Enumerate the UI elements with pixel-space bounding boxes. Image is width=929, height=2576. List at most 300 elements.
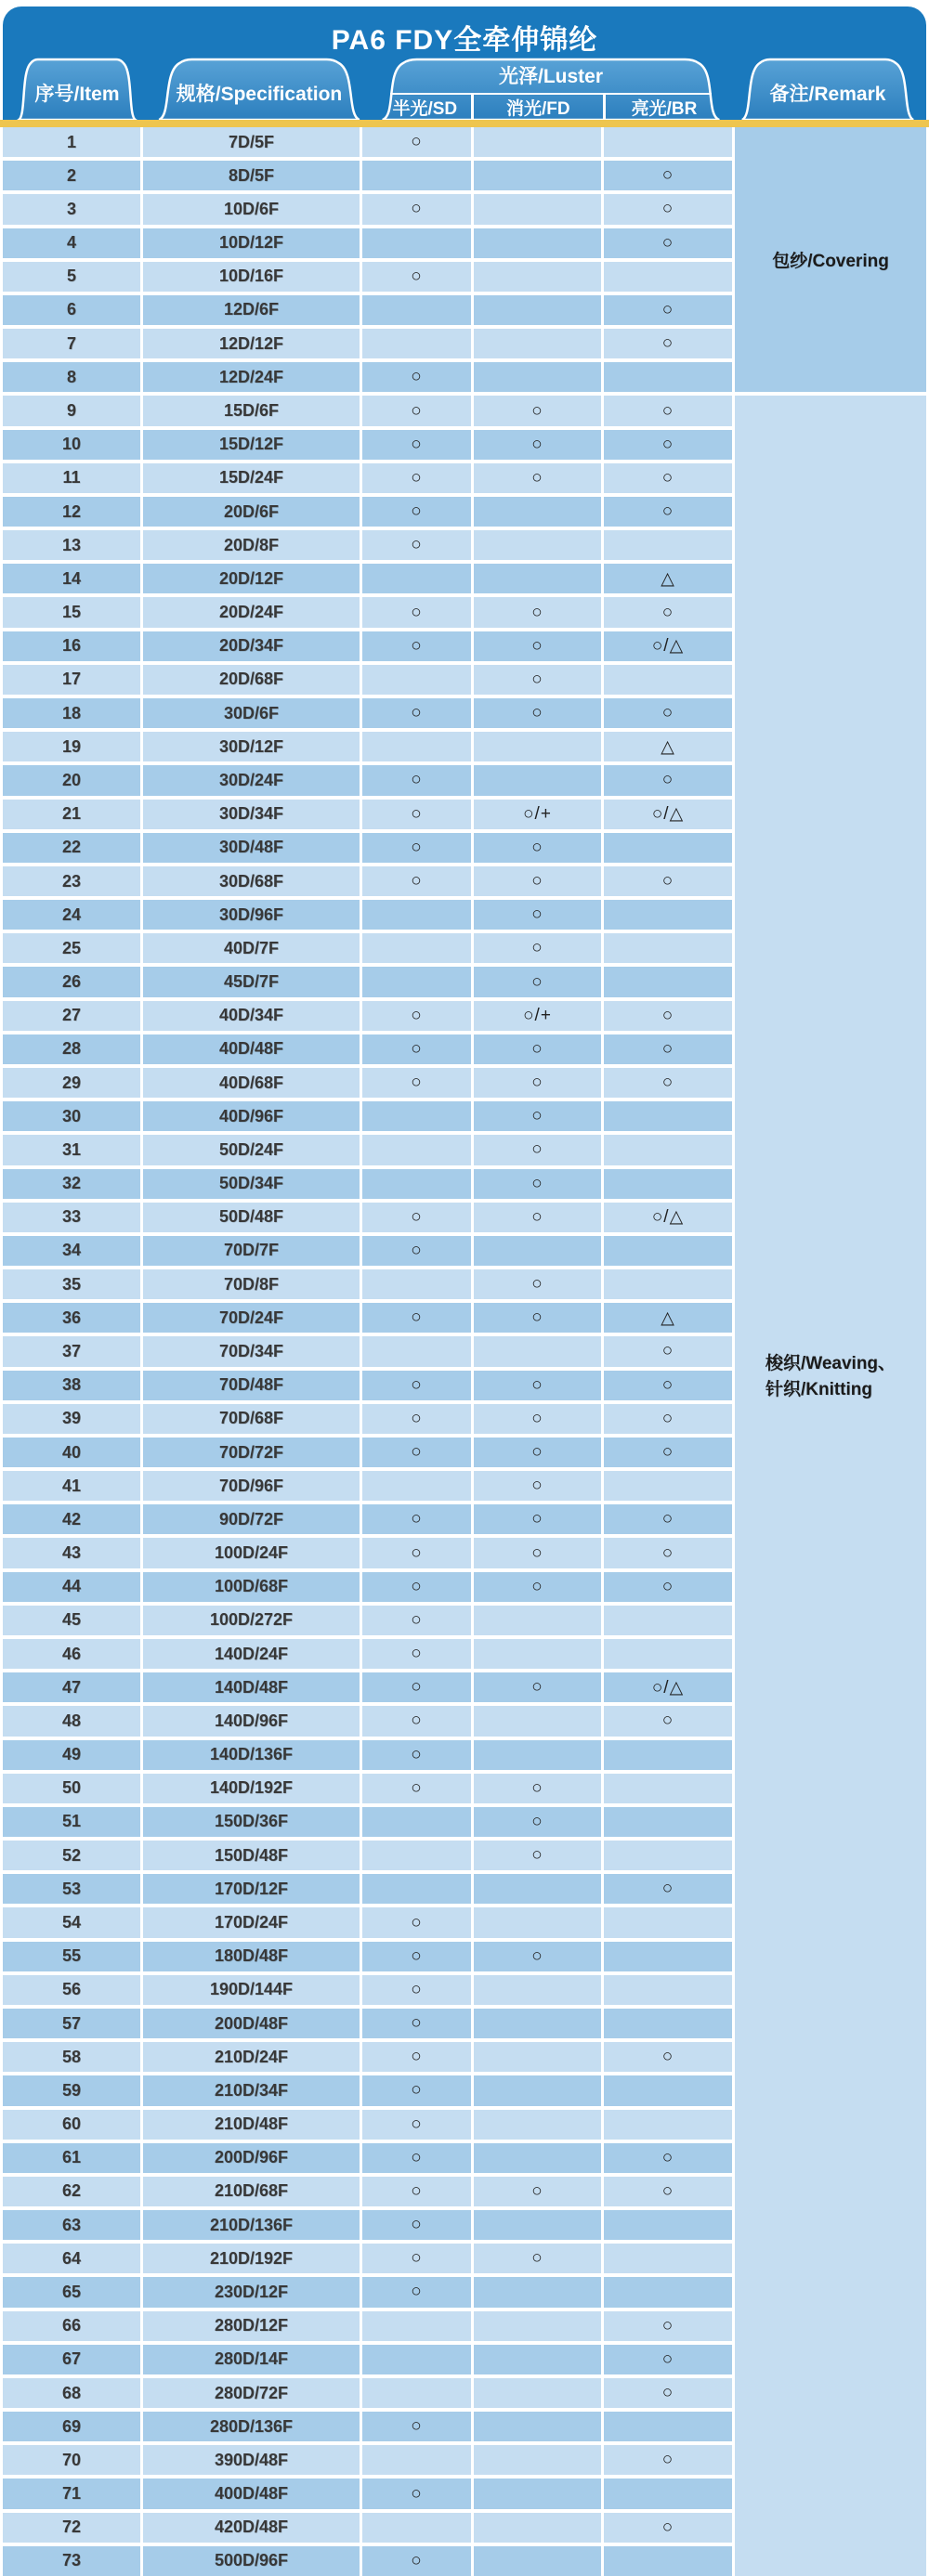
luster-fd-cell <box>474 2412 601 2441</box>
luster-sd-cell: ○ <box>362 2042 471 2072</box>
luster-br-cell: ○ <box>604 463 732 493</box>
item-cell: 20 <box>3 765 140 795</box>
luster-sd-cell: ○ <box>362 194 471 224</box>
luster-br-cell: ○ <box>604 396 732 425</box>
luster-fd-cell: ○ <box>474 833 601 863</box>
spec-cell: 140D/136F <box>143 1740 360 1770</box>
spec-cell: 30D/12F <box>143 732 360 761</box>
luster-sd-cell: ○ <box>362 1034 471 1064</box>
item-cell: 27 <box>3 1001 140 1031</box>
luster-sd-cell <box>362 1135 471 1164</box>
item-cell: 70 <box>3 2445 140 2475</box>
luster-sd-cell: ○ <box>362 2277 471 2307</box>
item-cell: 59 <box>3 2075 140 2105</box>
luster-fd-cell: ○ <box>474 1672 601 1702</box>
luster-br-cell <box>604 2546 732 2576</box>
luster-br-cell: ○ <box>604 866 732 896</box>
spec-cell: 30D/24F <box>143 765 360 795</box>
spec-cell: 400D/48F <box>143 2478 360 2508</box>
spec-cell: 12D/24F <box>143 362 360 392</box>
luster-br-cell: ○ <box>604 2143 732 2173</box>
luster-sd-cell <box>362 161 471 190</box>
item-cell: 72 <box>3 2513 140 2543</box>
column-header-sd: 半光/SD <box>392 99 458 119</box>
item-cell: 28 <box>3 1034 140 1064</box>
luster-sd-cell <box>362 228 471 258</box>
luster-sd-cell: ○ <box>362 396 471 425</box>
luster-br-cell <box>604 1471 732 1501</box>
spec-cell: 390D/48F <box>143 2445 360 2475</box>
luster-fd-cell <box>474 161 601 190</box>
item-cell: 48 <box>3 1706 140 1736</box>
luster-sd-cell <box>362 933 471 963</box>
luster-fd-cell: ○ <box>474 1404 601 1434</box>
luster-br-cell: △ <box>604 732 732 761</box>
item-cell: 2 <box>3 161 140 190</box>
spec-cell: 420D/48F <box>143 2513 360 2543</box>
item-cell: 56 <box>3 1975 140 2005</box>
luster-br-cell: △ <box>604 564 732 593</box>
luster-fd-cell: ○/+ <box>474 800 601 829</box>
luster-fd-cell <box>474 1336 601 1366</box>
item-cell: 3 <box>3 194 140 224</box>
luster-fd-cell: ○ <box>474 1135 601 1164</box>
luster-fd-cell <box>474 497 601 527</box>
spec-cell: 10D/16F <box>143 262 360 292</box>
luster-fd-cell: ○ <box>474 631 601 661</box>
spec-cell: 70D/68F <box>143 1404 360 1434</box>
luster-br-cell: ○ <box>604 2177 732 2206</box>
luster-sd-cell: ○ <box>362 1907 471 1937</box>
spec-cell: 70D/8F <box>143 1269 360 1299</box>
luster-fd-cell <box>474 2513 601 2543</box>
luster-fd-cell <box>474 530 601 560</box>
luster-sd-cell <box>362 900 471 930</box>
spec-cell: 30D/68F <box>143 866 360 896</box>
item-cell: 7 <box>3 329 140 358</box>
luster-sd-cell: ○ <box>362 2244 471 2273</box>
luster-br-cell: ○/△ <box>604 1672 732 1702</box>
item-cell: 69 <box>3 2412 140 2441</box>
item-cell: 51 <box>3 1807 140 1837</box>
luster-br-cell: ○ <box>604 2445 732 2475</box>
item-cell: 9 <box>3 396 140 425</box>
spec-cell: 7D/5F <box>143 127 360 157</box>
luster-sd-cell: ○ <box>362 631 471 661</box>
luster-sd-cell: ○ <box>362 430 471 460</box>
luster-sd-cell: ○ <box>362 1606 471 1635</box>
spec-cell: 20D/24F <box>143 597 360 627</box>
luster-br-cell: ○ <box>604 430 732 460</box>
spec-cell: 70D/34F <box>143 1336 360 1366</box>
luster-sd-cell: ○ <box>362 2478 471 2508</box>
luster-sd-cell: ○ <box>362 1975 471 2005</box>
remark-weaving-cell <box>735 396 926 2576</box>
item-cell: 24 <box>3 900 140 930</box>
luster-fd-cell: ○ <box>474 1303 601 1333</box>
luster-fd-cell <box>474 2478 601 2508</box>
luster-sd-cell <box>362 2311 471 2341</box>
remark-covering-label: 包纱/Covering <box>772 252 889 272</box>
luster-fd-cell: ○ <box>474 967 601 996</box>
luster-fd-cell: ○ <box>474 1774 601 1803</box>
luster-sd-cell: ○ <box>362 1538 471 1568</box>
luster-sd-cell: ○ <box>362 1001 471 1031</box>
spec-cell: 210D/24F <box>143 2042 360 2072</box>
luster-fd-cell <box>474 2378 601 2408</box>
spec-cell: 200D/96F <box>143 2143 360 2173</box>
luster-br-cell: ○ <box>604 329 732 358</box>
item-cell: 11 <box>3 463 140 493</box>
luster-br-cell: ○ <box>604 194 732 224</box>
luster-fd-cell <box>474 2445 601 2475</box>
luster-sd-cell <box>362 2513 471 2543</box>
spec-cell: 40D/68F <box>143 1068 360 1098</box>
luster-sd-cell <box>362 1807 471 1837</box>
spec-cell: 45D/7F <box>143 967 360 996</box>
luster-br-cell <box>604 1101 732 1131</box>
luster-sd-cell <box>362 1101 471 1131</box>
luster-br-cell <box>604 967 732 996</box>
item-cell: 68 <box>3 2378 140 2408</box>
luster-br-cell <box>604 1841 732 1870</box>
luster-br-cell <box>604 1269 732 1299</box>
luster-sd-cell <box>362 1841 471 1870</box>
column-header-item-label: 序号/Item <box>34 83 120 105</box>
spec-cell: 15D/6F <box>143 396 360 425</box>
luster-sd-cell <box>362 665 471 695</box>
luster-fd-cell: ○ <box>474 665 601 695</box>
luster-br-cell <box>604 127 732 157</box>
luster-fd-cell: ○ <box>474 1538 601 1568</box>
luster-fd-cell <box>474 1236 601 1266</box>
spec-cell: 10D/6F <box>143 194 360 224</box>
spec-cell: 20D/12F <box>143 564 360 593</box>
luster-fd-cell: ○ <box>474 396 601 425</box>
luster-br-cell: ○ <box>604 2311 732 2341</box>
spec-cell: 40D/34F <box>143 1001 360 1031</box>
item-cell: 14 <box>3 564 140 593</box>
luster-fd-cell: ○ <box>474 1371 601 1400</box>
luster-br-cell: ○ <box>604 698 732 728</box>
spec-cell: 140D/96F <box>143 1706 360 1736</box>
item-cell: 62 <box>3 2177 140 2206</box>
item-cell: 64 <box>3 2244 140 2273</box>
luster-br-cell: ○ <box>604 228 732 258</box>
item-cell: 1 <box>3 127 140 157</box>
luster-fd-cell <box>474 1874 601 1904</box>
spec-cell: 10D/12F <box>143 228 360 258</box>
luster-sd-cell: ○ <box>362 362 471 392</box>
luster-sd-cell <box>362 2445 471 2475</box>
luster-br-cell <box>604 362 732 392</box>
luster-fd-cell: ○ <box>474 1572 601 1602</box>
spec-cell: 280D/136F <box>143 2412 360 2441</box>
spec-cell: 30D/96F <box>143 900 360 930</box>
spec-cell: 15D/12F <box>143 430 360 460</box>
item-cell: 65 <box>3 2277 140 2307</box>
item-cell: 54 <box>3 1907 140 1937</box>
item-cell: 44 <box>3 1572 140 1602</box>
luster-fd-cell: ○ <box>474 2244 601 2273</box>
luster-br-cell <box>604 2277 732 2307</box>
luster-fd-cell: ○ <box>474 1169 601 1199</box>
luster-sd-cell <box>362 329 471 358</box>
luster-subheaders <box>379 95 723 120</box>
luster-br-cell <box>604 1639 732 1669</box>
luster-br-cell: ○/△ <box>604 631 732 661</box>
spec-cell: 40D/48F <box>143 1034 360 1064</box>
spec-cell: 150D/36F <box>143 1807 360 1837</box>
luster-sd-cell: ○ <box>362 2075 471 2105</box>
spec-cell: 200D/48F <box>143 2009 360 2038</box>
luster-br-cell: ○ <box>604 2378 732 2408</box>
luster-fd-cell: ○ <box>474 1504 601 1534</box>
spec-cell: 70D/96F <box>143 1471 360 1501</box>
item-cell: 49 <box>3 1740 140 1770</box>
spec-cell: 280D/14F <box>143 2345 360 2374</box>
luster-fd-cell: ○ <box>474 1068 601 1098</box>
luster-sd-cell: ○ <box>362 1504 471 1534</box>
luster-br-cell <box>604 1606 732 1635</box>
luster-fd-cell <box>474 362 601 392</box>
item-cell: 38 <box>3 1371 140 1400</box>
luster-sd-cell: ○ <box>362 1572 471 1602</box>
spec-cell: 90D/72F <box>143 1504 360 1534</box>
luster-sd-cell <box>362 2345 471 2374</box>
spec-cell: 150D/48F <box>143 1841 360 1870</box>
header-band <box>3 7 926 120</box>
spec-cell: 40D/7F <box>143 933 360 963</box>
spec-cell: 20D/68F <box>143 665 360 695</box>
luster-fd-cell: ○ <box>474 1269 601 1299</box>
spec-cell: 15D/24F <box>143 463 360 493</box>
luster-sd-cell: ○ <box>362 1672 471 1702</box>
luster-sd-cell: ○ <box>362 765 471 795</box>
luster-fd-cell <box>474 2311 601 2341</box>
luster-br-cell <box>604 2244 732 2273</box>
item-cell: 36 <box>3 1303 140 1333</box>
luster-fd-cell: ○ <box>474 900 601 930</box>
luster-br-cell: ○ <box>604 1572 732 1602</box>
column-header-remark <box>740 58 915 120</box>
luster-br-cell <box>604 933 732 963</box>
spec-cell: 50D/24F <box>143 1135 360 1164</box>
luster-group-label: 光泽/Luster <box>498 66 603 87</box>
luster-sd-cell: ○ <box>362 463 471 493</box>
item-cell: 13 <box>3 530 140 560</box>
spec-cell: 12D/12F <box>143 329 360 358</box>
luster-br-cell: ○ <box>604 1538 732 1568</box>
luster-sd-cell: ○ <box>362 2177 471 2206</box>
luster-sd-cell: ○ <box>362 597 471 627</box>
luster-fd-cell: ○ <box>474 698 601 728</box>
luster-fd-cell <box>474 1706 601 1736</box>
luster-group-inner <box>379 58 723 120</box>
column-header-remark-label: 备注/Remark <box>769 83 886 105</box>
luster-br-cell: ○ <box>604 1874 732 1904</box>
item-cell: 67 <box>3 2345 140 2374</box>
luster-sd-cell: ○ <box>362 1371 471 1400</box>
luster-fd-cell: ○ <box>474 933 601 963</box>
spec-cell: 20D/34F <box>143 631 360 661</box>
item-cell: 17 <box>3 665 140 695</box>
spec-cell: 190D/144F <box>143 1975 360 2005</box>
remark-covering-cell <box>735 127 926 392</box>
luster-fd-cell <box>474 295 601 325</box>
luster-sd-cell: ○ <box>362 2546 471 2576</box>
item-cell: 47 <box>3 1672 140 1702</box>
item-cell: 18 <box>3 698 140 728</box>
spec-cell: 100D/272F <box>143 1606 360 1635</box>
spec-cell: 280D/12F <box>143 2311 360 2341</box>
luster-br-cell: ○ <box>604 1068 732 1098</box>
item-cell: 21 <box>3 800 140 829</box>
luster-br-cell: ○ <box>604 1404 732 1434</box>
item-cell: 43 <box>3 1538 140 1568</box>
luster-sd-cell: ○ <box>362 1203 471 1232</box>
luster-sd-cell <box>362 1471 471 1501</box>
spec-cell: 70D/72F <box>143 1438 360 1467</box>
item-cell: 26 <box>3 967 140 996</box>
spec-cell: 210D/136F <box>143 2210 360 2240</box>
column-header-spec-label: 规格/Specification <box>176 83 343 105</box>
luster-br-cell <box>604 1236 732 1266</box>
luster-br-cell <box>604 1740 732 1770</box>
spec-cell: 70D/7F <box>143 1236 360 1266</box>
luster-sd-cell: ○ <box>362 1639 471 1669</box>
luster-sd-cell <box>362 1169 471 1199</box>
item-cell: 6 <box>3 295 140 325</box>
luster-br-cell: ○ <box>604 1504 732 1534</box>
luster-fd-cell: ○ <box>474 1807 601 1837</box>
luster-br-cell <box>604 2210 732 2240</box>
item-cell: 39 <box>3 1404 140 1434</box>
luster-sd-cell: ○ <box>362 2412 471 2441</box>
luster-fd-cell: ○ <box>474 1942 601 1971</box>
page-title: PA6 FDY全牵伸锦纶 <box>331 25 598 56</box>
item-cell: 22 <box>3 833 140 863</box>
luster-br-cell <box>604 530 732 560</box>
luster-sd-cell: ○ <box>362 2210 471 2240</box>
item-cell: 40 <box>3 1438 140 1467</box>
column-header-fd: 消光/FD <box>471 95 603 120</box>
item-cell: 41 <box>3 1471 140 1501</box>
luster-br-cell <box>604 262 732 292</box>
spec-cell: 12D/6F <box>143 295 360 325</box>
luster-fd-cell: ○ <box>474 2177 601 2206</box>
item-cell: 42 <box>3 1504 140 1534</box>
column-header-item <box>18 58 137 120</box>
luster-sd-cell: ○ <box>362 1236 471 1266</box>
luster-fd-cell: ○ <box>474 1438 601 1467</box>
luster-fd-cell: ○ <box>474 1841 601 1870</box>
luster-sd-cell <box>362 1874 471 1904</box>
luster-fd-cell <box>474 2042 601 2072</box>
luster-br-cell <box>604 2110 732 2140</box>
item-cell: 23 <box>3 866 140 896</box>
spec-cell: 210D/34F <box>143 2075 360 2105</box>
spec-cell: 30D/48F <box>143 833 360 863</box>
luster-fd-cell <box>474 2546 601 2576</box>
spec-cell: 500D/96F <box>143 2546 360 2576</box>
luster-fd-cell <box>474 1606 601 1635</box>
spec-cell: 20D/6F <box>143 497 360 527</box>
luster-br-cell <box>604 900 732 930</box>
luster-sd-cell: ○ <box>362 1303 471 1333</box>
remark-weaving-line2: 针织/Knitting <box>765 1379 872 1399</box>
luster-fd-cell <box>474 1639 601 1669</box>
luster-fd-cell: ○ <box>474 866 601 896</box>
luster-sd-cell: ○ <box>362 2143 471 2173</box>
remark-weaving-line1: 梭织/Weaving、 <box>765 1354 896 1374</box>
item-cell: 31 <box>3 1135 140 1164</box>
spec-cell: 170D/24F <box>143 1907 360 1937</box>
luster-sd-cell: ○ <box>362 833 471 863</box>
item-cell: 12 <box>3 497 140 527</box>
spec-cell: 170D/12F <box>143 1874 360 1904</box>
item-cell: 58 <box>3 2042 140 2072</box>
item-cell: 66 <box>3 2311 140 2341</box>
accent-bar <box>0 120 929 127</box>
item-cell: 4 <box>3 228 140 258</box>
item-cell: 55 <box>3 1942 140 1971</box>
spec-cell: 30D/34F <box>143 800 360 829</box>
luster-fd-cell <box>474 2277 601 2307</box>
luster-br-cell <box>604 1135 732 1164</box>
luster-sd-cell: ○ <box>362 866 471 896</box>
spec-cell: 70D/48F <box>143 1371 360 1400</box>
item-cell: 60 <box>3 2110 140 2140</box>
luster-br-cell: ○ <box>604 597 732 627</box>
column-header-luster-group <box>379 58 723 120</box>
item-cell: 57 <box>3 2009 140 2038</box>
luster-fd-cell <box>474 1975 601 2005</box>
luster-fd-cell <box>474 1907 601 1937</box>
item-cell: 5 <box>3 262 140 292</box>
luster-sd-cell <box>362 967 471 996</box>
spec-cell: 8D/5F <box>143 161 360 190</box>
item-cell: 52 <box>3 1841 140 1870</box>
luster-sd-cell: ○ <box>362 1068 471 1098</box>
luster-br-cell <box>604 2009 732 2038</box>
luster-sd-cell <box>362 564 471 593</box>
luster-sd-cell: ○ <box>362 2009 471 2038</box>
spec-cell: 210D/48F <box>143 2110 360 2140</box>
luster-fd-cell <box>474 2345 601 2374</box>
item-cell: 30 <box>3 1101 140 1131</box>
luster-br-cell: △ <box>604 1303 732 1333</box>
luster-br-cell: ○ <box>604 1371 732 1400</box>
spec-cell: 140D/192F <box>143 1774 360 1803</box>
spec-cell: 140D/48F <box>143 1672 360 1702</box>
item-cell: 45 <box>3 1606 140 1635</box>
table-body <box>3 127 926 2576</box>
item-cell: 73 <box>3 2546 140 2576</box>
item-cell: 37 <box>3 1336 140 1366</box>
luster-br-cell: ○ <box>604 2345 732 2374</box>
remark-weaving-label <box>765 1351 896 1620</box>
luster-fd-cell <box>474 329 601 358</box>
item-cell: 29 <box>3 1068 140 1098</box>
luster-fd-cell: ○ <box>474 463 601 493</box>
luster-fd-cell <box>474 2143 601 2173</box>
luster-sd-cell <box>362 1269 471 1299</box>
luster-fd-cell <box>474 765 601 795</box>
item-cell: 50 <box>3 1774 140 1803</box>
item-cell: 34 <box>3 1236 140 1266</box>
luster-sd-cell: ○ <box>362 1404 471 1434</box>
